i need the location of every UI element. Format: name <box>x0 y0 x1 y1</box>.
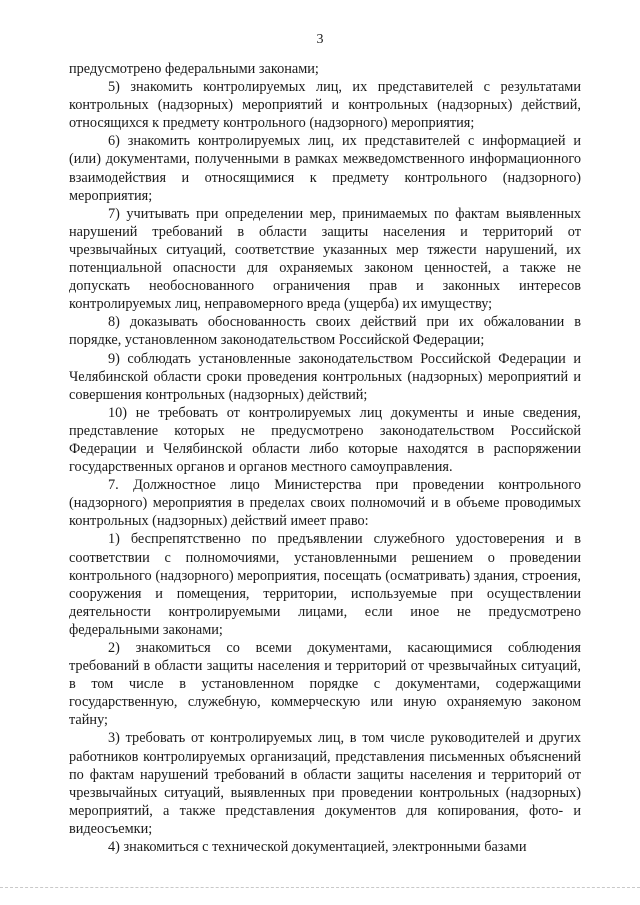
paragraph-item-6: 6) знакомить контролируемых лиц, их представителей с информацией и (или) документами, полученными в рамках межведомственного информационного взаимодействия и относящимися к предмету контрольного (надзорного) мероприятия; <box>69 133 581 204</box>
paragraph-item-10: 10) не требовать от контролируемых лиц документы и иные сведения, представление которых не предусмотрено законодательством Российской Федерации и Челябинской области либо которые находятся в распоряжении государственных органов и органов местного самоуправления. <box>69 404 581 476</box>
paragraph-item-8: 8) доказывать обоснованность своих действий при их обжаловании в порядке, установленном законодательством Российской Федерации; <box>69 314 581 349</box>
paragraph-right-4: 4) знакомиться с технической документацией, электронными базами <box>108 839 527 856</box>
page-bottom-divider <box>0 887 640 888</box>
paragraph-item-7: 7) учитывать при определении мер, принимаемых по фактам выявленных нарушений требований в области защиты населения и территорий от чрезвычайных ситуаций, соответствие указанных мер тяжести нарушений, их потенциальной опасности для охраняемых законом ценностей, а также не допускать необоснованного ограничения прав и законных интересов контролируемых лиц, неправомерного вреда (ущерба) их имуществу; <box>69 205 581 313</box>
paragraph-item-9: 9) соблюдать установленные законодательством Российской Федерации и Челябинской области сроки проведения контрольных (надзорных) мероприятий и совершения контрольных (надзорных) действий; <box>69 350 581 403</box>
document-body <box>69 60 581 856</box>
paragraph-right-3: 3) требовать от контролируемых лиц, в том числе руководителей и других работников контролируемых организаций, представления письменных объяснений по фактам нарушений требований в области защиты населения и территорий от чрезвычайных ситуаций, выявленных при проведении контрольных (надзорных) мероприятий, а также представления документов для копирования, фото- и видеосъемки; <box>69 730 581 837</box>
paragraph-item-5: 5) знакомить контролируемых лиц, их представителей с результатами контрольных (надзорных) мероприятий и контрольных (надзорных) действий, относящихся к предмету контрольного (надзорного) мероприятия; <box>69 79 581 132</box>
paragraph-section-7: 7. Должностное лицо Министерства при проведении контрольного (надзорного) мероприятия в пределах своих полномочий и в объеме проводимых контрольных (надзорных) действий имеет право: <box>69 477 581 530</box>
paragraph-continuation: предусмотрено федеральными законами; <box>69 61 319 77</box>
paragraph-right-2: 2) знакомиться со всеми документами, касающимися соблюдения требований в области защиты населения и территорий от чрезвычайных ситуаций, в том числе в установленном порядке с документами, содержащими государственную, служебную, коммерческую или иную охраняемую законом тайну; <box>69 640 581 729</box>
paragraph-right-1: 1) беспрепятственно по предъявлении служебного удостоверения и в соответствии с полномочиями, установленными решением о проведении контрольного (надзорного) мероприятия, посещать (осматривать) здания, строения, сооружения и помещения, территории, используемые при осуществлении деятельности контролируемыми лицами, если иное не предусмотрено федеральными законами; <box>69 531 581 638</box>
page-number: 3 <box>316 32 324 47</box>
